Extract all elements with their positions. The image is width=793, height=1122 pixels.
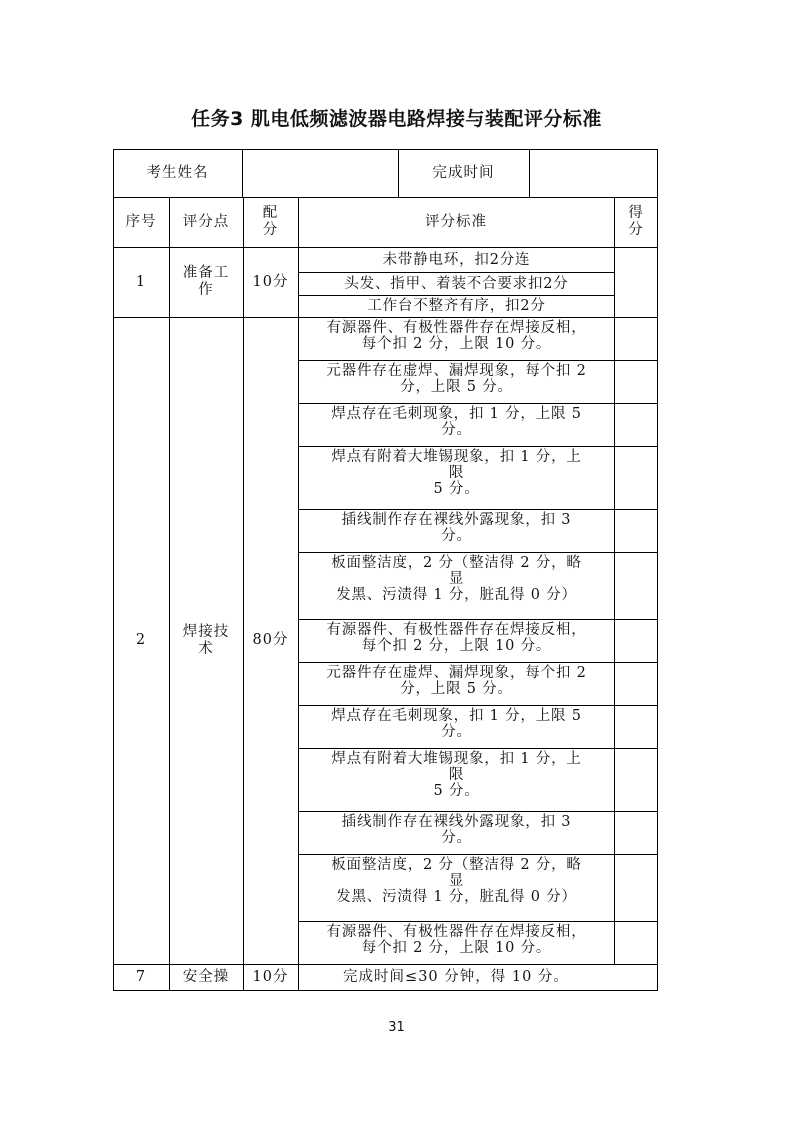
row2-score: 80分	[252, 632, 289, 648]
page-title: 任务3 肌电低频滤波器电路焊接与装配评分标准	[191, 108, 602, 130]
criteria-divider	[299, 811, 658, 812]
row1-criteria-2: 头发、指甲、着装不合要求扣2分	[344, 276, 569, 292]
criteria-divider	[299, 360, 658, 361]
row2-point-line2: 术	[198, 640, 214, 657]
row3-point: 安全操	[182, 969, 230, 985]
row2-criteria-10: 焊点有附着大堆锡现象，扣 1 分，上 限 5 分。	[331, 751, 582, 799]
row2-criteria-13: 有源器件、有极性器件存在焊接反相， 每个扣 2 分，上限 10 分。	[326, 924, 587, 956]
criteria-divider	[299, 295, 614, 296]
criteria-divider	[299, 705, 658, 706]
header-score-line1: 配	[262, 205, 279, 221]
row2-criteria-5: 插线制作存在裸线外露现象，扣 3 分。	[341, 512, 572, 544]
header-no: 序号	[125, 213, 157, 230]
row1-no: 1	[135, 273, 147, 290]
row2-criteria-1: 有源器件、有极性器件存在焊接反相， 每个扣 2 分，上限 10 分。	[326, 320, 587, 352]
row2-no: 2	[135, 632, 147, 648]
row2-point-line1: 焊接技	[182, 623, 230, 640]
page-number: 31	[388, 1020, 405, 1035]
row1-point-line2: 作	[198, 282, 214, 298]
header-score	[243, 197, 298, 247]
header-got-line2: 分	[628, 222, 644, 238]
col-divider	[614, 197, 615, 964]
header-criteria: 评分标准	[425, 213, 487, 230]
row2-criteria-11: 插线制作存在裸线外露现象，扣 3 分。	[341, 814, 572, 846]
criteria-divider	[299, 854, 658, 855]
row2-criteria-9: 焊点存在毛刺现象，扣 1 分，上限 5 分。	[331, 708, 582, 740]
candidate-name-value[interactable]	[242, 149, 398, 197]
completion-time-label: 完成时间	[432, 164, 495, 181]
row2-criteria-2: 元器件存在虚焊、漏焊现象，每个扣 2 分，上限 5 分。	[326, 363, 587, 395]
header-got	[614, 197, 658, 247]
row2-criteria-6: 板面整洁度，2 分（整洁得 2 分，略 显 发黑、污渍得 1 分，脏乱得 0 分）	[331, 555, 582, 603]
row3-no: 7	[135, 969, 147, 985]
criteria-divider	[299, 509, 658, 510]
row1-criteria-3: 工作台不整齐有序，扣2分	[367, 298, 546, 314]
criteria-divider	[299, 921, 658, 922]
criteria-divider	[299, 446, 658, 447]
header-got-line1: 得	[628, 205, 644, 221]
row1-point-line1: 准备工	[182, 265, 230, 281]
completion-time-value[interactable]	[529, 149, 658, 197]
row1-point	[169, 247, 243, 317]
criteria-divider	[299, 272, 614, 273]
row2-criteria-7: 有源器件、有极性器件存在焊接反相， 每个扣 2 分，上限 10 分。	[326, 622, 587, 654]
criteria-divider	[299, 552, 658, 553]
row3-criteria: 完成时间≤30 分钟，得 10 分。	[343, 969, 569, 985]
criteria-divider	[299, 748, 658, 749]
row2-point	[169, 317, 243, 964]
criteria-divider	[299, 662, 658, 663]
row3-score: 10分	[252, 969, 289, 985]
row2-criteria-12: 板面整洁度，2 分（整洁得 2 分，略 显 发黑、污渍得 1 分，脏乱得 0 分）	[331, 857, 582, 905]
row1-criteria-1: 未带静电环，扣2分连	[382, 252, 531, 268]
criteria-divider	[299, 619, 658, 620]
header-point: 评分点	[182, 213, 230, 230]
row2-criteria-4: 焊点有附着大堆锡现象，扣 1 分，上 限 5 分。	[331, 449, 582, 497]
row2-criteria-3: 焊点存在毛刺现象，扣 1 分，上限 5 分。	[331, 406, 582, 438]
row2-criteria-8: 元器件存在虚焊、漏焊现象，每个扣 2 分，上限 5 分。	[326, 665, 587, 697]
candidate-name-label: 考生姓名	[146, 164, 209, 181]
header-score-line2: 分	[262, 222, 279, 238]
row1-score: 10分	[252, 273, 289, 290]
criteria-divider	[299, 403, 658, 404]
